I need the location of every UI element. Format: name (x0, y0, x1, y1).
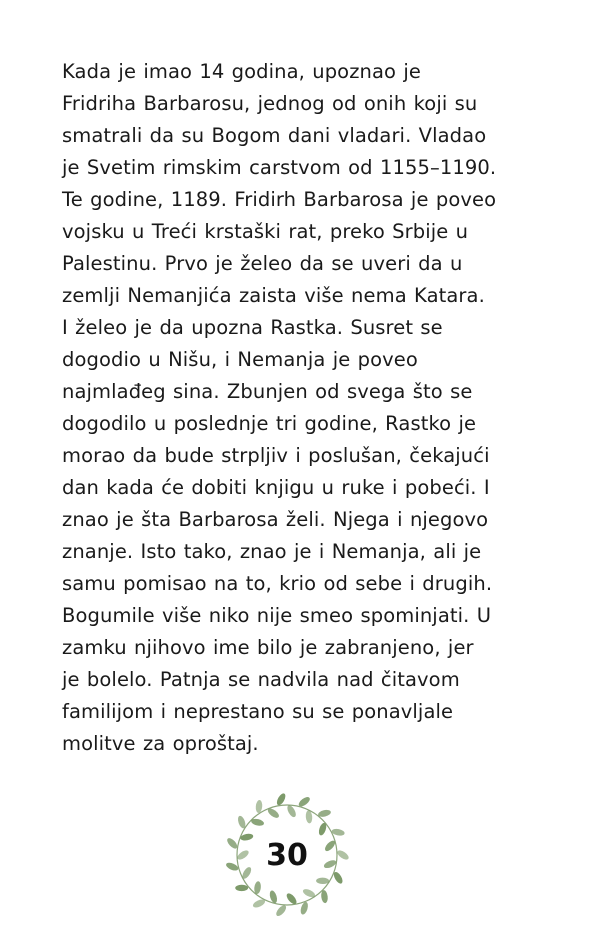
text-line: I želeo je da upozna Rastka. Susret se (62, 316, 443, 339)
text-line: samu pomisao na to, krio od sebe i drugih. (62, 572, 493, 595)
text-line: Te godine, 1189. Fridirh Barbarosa je poveo (62, 188, 497, 211)
text-line: familijom i neprestano su se ponavljale (62, 700, 454, 723)
text-line: je Svetim rimskim carstvom od 1155–1190. (62, 156, 497, 179)
text-line: molitve za oproštaj. (62, 732, 259, 755)
text-line: Bogumile više niko nije smeo spominjati. U (62, 604, 492, 627)
text-line: Kada je imao 14 godina, upoznao je (62, 60, 422, 83)
text-line: Fridriha Barbarosu, jednog od onih koji su (62, 92, 478, 115)
text-line: znao je šta Barbarosa želi. Njega i njegovo (62, 508, 489, 531)
text-line: najmlađeg sina. Zbunjen od svega što se (62, 380, 473, 403)
text-line: je bolelo. Patnja se nadvila nad čitavom (62, 668, 460, 691)
text-line: znanje. Isto tako, znao je i Nemanja, ali je (62, 540, 482, 563)
page-number: 30 (266, 837, 308, 873)
text-line: zamku njihovo ime bilo je zabranjeno, jer (62, 636, 474, 659)
text-line: dan kada će dobiti knjigu u ruke i pobeći. I (62, 476, 490, 499)
text-line: zemlji Nemanjića zaista više nema Katara. (62, 284, 485, 307)
text-line: vojsku u Treći krstaški rat, preko Srbije u (62, 220, 469, 243)
text-line: Palestinu. Prvo je želeo da se uveri da u (62, 252, 463, 275)
text-line: smatrali da su Bogom dani vladari. Vladao (62, 124, 487, 147)
text-line: morao da bude strpljiv i poslušan, čekajući (62, 444, 490, 467)
text-line: dogodilo u poslednje tri godine, Rastko je (62, 412, 477, 435)
body-text (62, 56, 542, 760)
text-line: dogodio u Nišu, i Nemanja je poveo (62, 348, 418, 371)
